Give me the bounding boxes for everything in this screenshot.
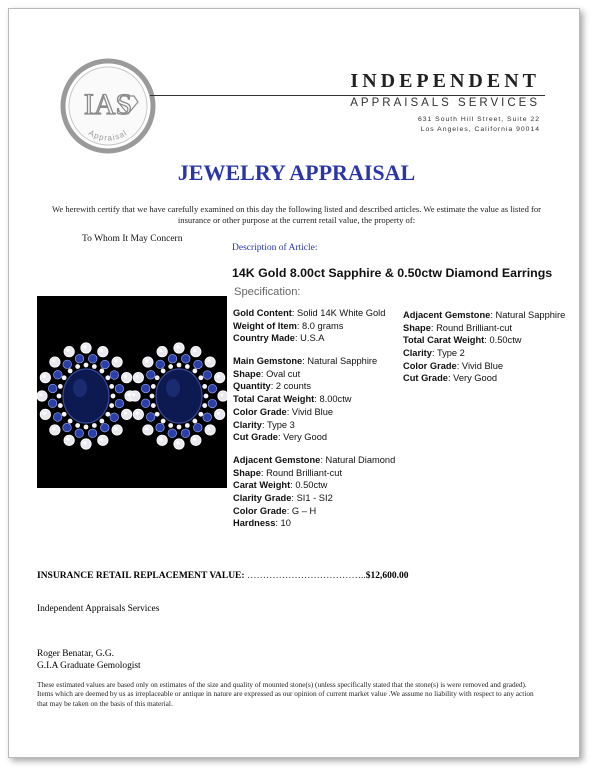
small-sapphire-stone (181, 429, 190, 438)
diamond-stone (174, 439, 184, 449)
spec-row: Clarity: Type 2 (403, 348, 465, 359)
recipient: To Whom It May Concern (82, 234, 183, 244)
diamond-stone (121, 409, 131, 419)
description-label: Description of Article: (232, 243, 318, 253)
diamond-stone (191, 435, 201, 445)
small-sapphire-stone (203, 371, 212, 380)
small-sapphire-stone (194, 360, 203, 369)
small-sapphire-stone (110, 413, 119, 422)
article-title: 14K Gold 8.00ct Sapphire & 0.50ctw Diamond Earrings (232, 266, 553, 280)
small-sapphire-stone (48, 399, 57, 408)
spec-row: Weight of Item: 8.0 grams (233, 320, 344, 331)
spec-row: Shape: Oval cut (233, 368, 301, 379)
diamond-stone (50, 425, 60, 435)
logo-monogram: IAS (83, 88, 133, 121)
ias-logo-icon (58, 56, 158, 156)
disclaimer: These estimated values are based only on estimates of the size and quality of mounted stone(s) (unless specifically stated that the stone(s) is were removed and graded). Items which are deemed by us as irreplaceable or antique in nature are expressed as our opinion of current market value .We assume no liability with respect to any action that may be taken on the basis of this material. (37, 680, 534, 708)
small-sapphire-stone (203, 413, 212, 422)
service-name: Independent Appraisals Services (37, 604, 160, 614)
small-sapphire-stone (53, 370, 62, 379)
spec-row: Cut Grade: Very Good (403, 373, 498, 384)
signer-title: G.I.A Graduate Gemologist (37, 661, 141, 671)
diamond-stone (133, 372, 143, 382)
small-sapphire-stone (193, 423, 202, 432)
spec-column-right (403, 309, 565, 385)
small-sapphire-stone (63, 360, 72, 369)
spec-row: Adjacent Gemstone: Natural Sapphire (403, 310, 566, 320)
specification-label: Specification: (234, 286, 301, 298)
spec-row: Main Gemstone: Natural Sapphire (233, 356, 378, 367)
small-sapphire-stone (141, 384, 150, 393)
spec-column-left (233, 307, 395, 530)
spec-row: Clarity Grade: SI1 - SI2 (233, 492, 333, 503)
small-sapphire-stone (75, 354, 84, 363)
header-divider (150, 95, 545, 96)
small-sapphire-stone (48, 384, 57, 393)
diamond-stone (157, 346, 167, 356)
diamond-stone (37, 391, 47, 401)
signer-name: Roger Benatar, G.G. (37, 649, 114, 659)
address-line-2: Los Angeles, California 90014 (420, 126, 540, 133)
certify-line-2: insurance or other purpose at the current retail value, the property of: (177, 214, 416, 225)
small-sapphire-stone (208, 384, 217, 393)
center-sapphire-stone (63, 369, 109, 423)
spec-row: Cut Grade: Very Good (233, 432, 328, 443)
diamond-stone (191, 346, 201, 356)
small-sapphire-stone (156, 360, 165, 369)
sapphire-diamond-earrings-photo (37, 296, 227, 488)
small-sapphire-stone (63, 423, 72, 432)
spec-row: Clarity: Type 3 (233, 419, 295, 430)
small-sapphire-stone (115, 384, 124, 393)
leader-dots: ……………………………….. (246, 571, 366, 581)
spec-row: Color Grade: Vivid Blue (233, 406, 334, 417)
logo-arc-text: Appraisal (87, 128, 130, 143)
spec-row: Country Made: U.S.A (233, 333, 325, 344)
diamond-stone (98, 435, 108, 445)
replacement-value-line (37, 571, 408, 581)
replacement-value-label: INSURANCE RETAIL REPLACEMENT VALUE: (37, 571, 245, 581)
center-sapphire-stone (156, 369, 202, 423)
diamond-stone (112, 357, 122, 367)
spec-row: Color Grade: Vivid Blue (403, 360, 504, 371)
diamond-stone (40, 372, 50, 382)
spec-row: Total Carat Weight: 8.00ctw (233, 394, 352, 405)
diamond-stone (214, 372, 224, 382)
diamond-stone (130, 391, 140, 401)
diamond-stone (64, 346, 74, 356)
diamond-stone (143, 425, 153, 435)
spec-row: Shape: Round Brilliant-cut (233, 467, 343, 478)
diamond-stone (143, 357, 153, 367)
small-sapphire-stone (110, 371, 119, 380)
company-name: INDEPENDENT (350, 70, 540, 92)
small-sapphire-stone (88, 354, 97, 363)
small-sapphire-stone (168, 429, 177, 438)
diamond-stone (81, 343, 91, 353)
spec-row: Shape: Round Brilliant-cut (403, 322, 513, 333)
diamond-stone (205, 357, 215, 367)
spec-row: Quantity: 2 counts (233, 381, 312, 392)
document-title: JEWELRY APPRAISAL (177, 160, 416, 185)
diamond-stone (214, 409, 224, 419)
small-sapphire-stone (208, 399, 217, 408)
diamond-stone (40, 409, 50, 419)
small-sapphire-stone (101, 360, 110, 369)
diamond-stone (98, 346, 108, 356)
small-sapphire-stone (88, 429, 97, 438)
company-address (300, 115, 540, 135)
spec-row: Adjacent Gemstone: Natural Diamond (233, 454, 396, 465)
small-sapphire-stone (115, 399, 124, 408)
small-sapphire-stone (181, 354, 190, 363)
diamond-stone (157, 435, 167, 445)
address-line-1: 631 South Hill Street, Suite 22 (417, 116, 540, 123)
certification-statement (40, 204, 553, 225)
small-sapphire-stone (53, 413, 62, 422)
diamond-stone (112, 425, 122, 435)
small-sapphire-stone (100, 423, 109, 432)
company-subtitle: APPRAISALS SERVICES (350, 97, 540, 109)
small-sapphire-stone (141, 399, 150, 408)
diamond-stone (174, 343, 184, 353)
spec-row: Hardness: 10 (233, 518, 291, 529)
diamond-stone (81, 439, 91, 449)
small-sapphire-stone (168, 354, 177, 363)
small-sapphire-stone (156, 423, 165, 432)
spec-row: Gold Content: Solid 14K White Gold (233, 308, 386, 318)
small-sapphire-stone (75, 429, 84, 438)
certify-line-1: We herewith certify that we have carefully examined on this day the following listed and described articles. We estimate the value as listed for (51, 204, 542, 214)
spec-row: Total Carat Weight: 0.50ctw (403, 335, 522, 346)
replacement-value: $12,600.00 (365, 571, 409, 581)
spec-row: Carat Weight: 0.50ctw (233, 480, 328, 491)
spec-row: Color Grade: G – H (233, 505, 317, 516)
diamond-stone (133, 409, 143, 419)
small-sapphire-stone (146, 370, 155, 379)
diamond-stone (121, 372, 131, 382)
small-sapphire-stone (146, 413, 155, 422)
diamond-stone (50, 357, 60, 367)
diamond-stone (205, 425, 215, 435)
diamond-stone (64, 435, 74, 445)
